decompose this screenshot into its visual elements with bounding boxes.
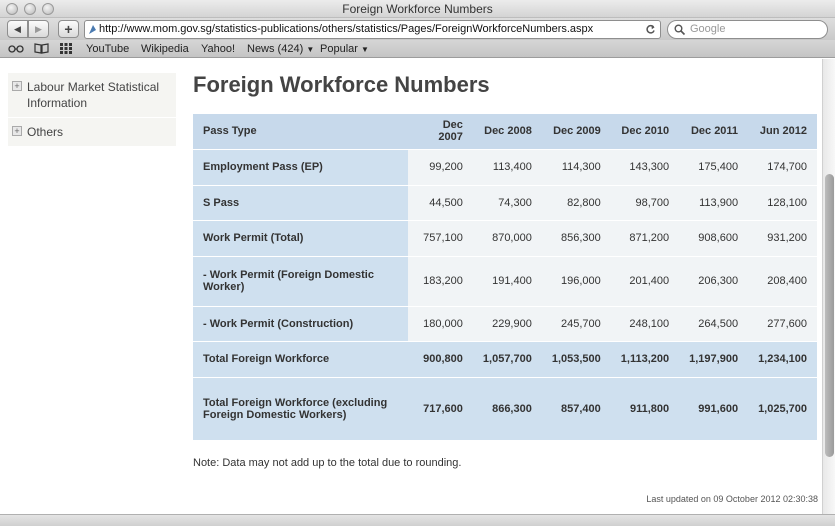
bookmark-news-label: News (424) xyxy=(247,43,304,55)
table-cell: 856,300 xyxy=(542,220,611,256)
table-row xyxy=(193,306,817,341)
row-label: Work Permit (Total) xyxy=(193,220,408,256)
search-icon xyxy=(674,24,686,36)
bookmark-yahoo[interactable]: Yahoo! xyxy=(201,43,236,55)
table-total-row xyxy=(193,341,817,377)
row-label: Total Foreign Workforce xyxy=(193,341,408,377)
table-cell: 113,900 xyxy=(679,185,748,220)
table-cell: 175,400 xyxy=(679,149,748,185)
table-cell: 757,100 xyxy=(408,220,473,256)
row-label: Total Foreign Workforce (excluding Foreign Domestic Workers) xyxy=(193,377,408,440)
table-header-row xyxy=(193,114,817,149)
url-text: http://www.mom.gov.sg/statistics-publications/others/statistics/Pages/ForeignWorkforceNumbers.aspx xyxy=(99,23,594,35)
column-header: Jun 2012 xyxy=(748,114,817,149)
table-cell: 206,300 xyxy=(679,256,748,306)
table-row xyxy=(193,220,817,256)
rounding-note: Note: Data may not add up to the total due to rounding. xyxy=(193,457,462,469)
table-total-row xyxy=(193,377,817,440)
forward-button[interactable] xyxy=(28,20,49,38)
bookmarks-book-icon[interactable] xyxy=(34,43,49,54)
table-cell: 264,500 xyxy=(679,306,748,341)
table-cell: 1,113,200 xyxy=(611,341,679,377)
column-header: Pass Type xyxy=(193,114,408,149)
table-cell: 900,800 xyxy=(408,341,473,377)
table-cell: 191,400 xyxy=(473,256,542,306)
table-cell: 1,234,100 xyxy=(748,341,817,377)
table-cell: 1,197,900 xyxy=(679,341,748,377)
table-cell: 99,200 xyxy=(408,149,473,185)
address-bar[interactable] xyxy=(84,20,661,39)
table-cell: 180,000 xyxy=(408,306,473,341)
table-cell: 991,600 xyxy=(679,377,748,440)
minimize-window-button[interactable] xyxy=(24,3,36,15)
table-cell: 1,025,700 xyxy=(748,377,817,440)
add-bookmark-button[interactable] xyxy=(58,20,79,38)
sidebar-item-others[interactable] xyxy=(8,118,176,147)
table-cell: 113,400 xyxy=(473,149,542,185)
column-header: Dec 2008 xyxy=(473,114,542,149)
bookmark-news-folder[interactable] xyxy=(247,42,314,57)
table-cell: 717,600 xyxy=(408,377,473,440)
sidebar-item-labour-market[interactable] xyxy=(8,73,176,118)
table-cell: 870,000 xyxy=(473,220,542,256)
reading-glasses-icon[interactable] xyxy=(8,44,24,53)
sidebar xyxy=(8,73,176,147)
table-cell: 44,500 xyxy=(408,185,473,220)
table-cell: 871,200 xyxy=(611,220,679,256)
last-updated-text: Last updated on 09 October 2012 02:30:38 xyxy=(646,494,818,504)
forward-arrow-icon: ▶ xyxy=(35,24,42,34)
table-cell: 1,053,500 xyxy=(542,341,611,377)
window-title: Foreign Workforce Numbers xyxy=(342,2,493,16)
expand-plus-icon[interactable]: + xyxy=(12,81,22,91)
table-cell: 174,700 xyxy=(748,149,817,185)
page-title: Foreign Workforce Numbers xyxy=(193,72,490,97)
site-favicon-icon xyxy=(88,24,97,35)
table-cell: 128,100 xyxy=(748,185,817,220)
expand-plus-icon[interactable]: + xyxy=(12,126,22,136)
bookmarks-bar xyxy=(0,40,835,58)
table-cell: 931,200 xyxy=(748,220,817,256)
table-cell: 98,700 xyxy=(611,185,679,220)
bookmark-wikipedia[interactable]: Wikipedia xyxy=(141,43,189,55)
sidebar-item-label: Others xyxy=(27,125,64,139)
top-sites-grid-icon[interactable] xyxy=(60,43,72,54)
table-cell: 911,800 xyxy=(611,377,679,440)
row-label: - Work Permit (Foreign Domestic Worker) xyxy=(193,256,408,306)
back-arrow-icon: ◀ xyxy=(14,24,21,34)
chevron-down-icon: ▼ xyxy=(360,45,369,54)
back-button[interactable] xyxy=(7,20,28,38)
table-cell: 208,400 xyxy=(748,256,817,306)
table-cell: 908,600 xyxy=(679,220,748,256)
page-content xyxy=(0,59,822,514)
table-row xyxy=(193,256,817,306)
foreign-workforce-table xyxy=(193,114,817,441)
table-cell: 277,600 xyxy=(748,306,817,341)
table-cell: 1,057,700 xyxy=(473,341,542,377)
table-cell: 248,100 xyxy=(611,306,679,341)
chevron-down-icon: ▼ xyxy=(306,45,315,54)
table-cell: 245,700 xyxy=(542,306,611,341)
table-cell: 82,800 xyxy=(542,185,611,220)
column-header: Dec 2010 xyxy=(611,114,679,149)
window-titlebar xyxy=(0,0,835,18)
bookmark-popular-label: Popular xyxy=(320,43,358,55)
bookmark-youtube[interactable]: YouTube xyxy=(86,43,130,55)
plus-icon: + xyxy=(64,21,73,37)
table-row xyxy=(193,185,817,220)
table-cell: 143,300 xyxy=(611,149,679,185)
search-field[interactable] xyxy=(667,20,828,39)
browser-toolbar xyxy=(0,18,835,40)
search-placeholder: Google xyxy=(690,23,726,35)
table-cell: 857,400 xyxy=(542,377,611,440)
row-label: - Work Permit (Construction) xyxy=(193,306,408,341)
scrollbar-thumb[interactable] xyxy=(825,174,834,457)
column-header: Dec 2011 xyxy=(679,114,748,149)
table-row xyxy=(193,149,817,185)
table-cell: 229,900 xyxy=(473,306,542,341)
reload-icon[interactable] xyxy=(645,24,656,35)
status-bar xyxy=(0,514,835,526)
vertical-scrollbar[interactable] xyxy=(822,59,835,514)
table-cell: 866,300 xyxy=(473,377,542,440)
column-header: Dec 2007 xyxy=(408,114,473,149)
table-cell: 196,000 xyxy=(542,256,611,306)
close-window-button[interactable] xyxy=(6,3,18,15)
row-label: Employment Pass (EP) xyxy=(193,149,408,185)
column-header: Dec 2009 xyxy=(542,114,611,149)
zoom-window-button[interactable] xyxy=(42,3,54,15)
bookmark-popular-folder[interactable] xyxy=(320,42,369,57)
table-cell: 74,300 xyxy=(473,185,542,220)
table-cell: 201,400 xyxy=(611,256,679,306)
sidebar-item-label: Labour Market Statistical Information xyxy=(27,80,160,110)
table-cell: 114,300 xyxy=(542,149,611,185)
row-label: S Pass xyxy=(193,185,408,220)
table-cell: 183,200 xyxy=(408,256,473,306)
